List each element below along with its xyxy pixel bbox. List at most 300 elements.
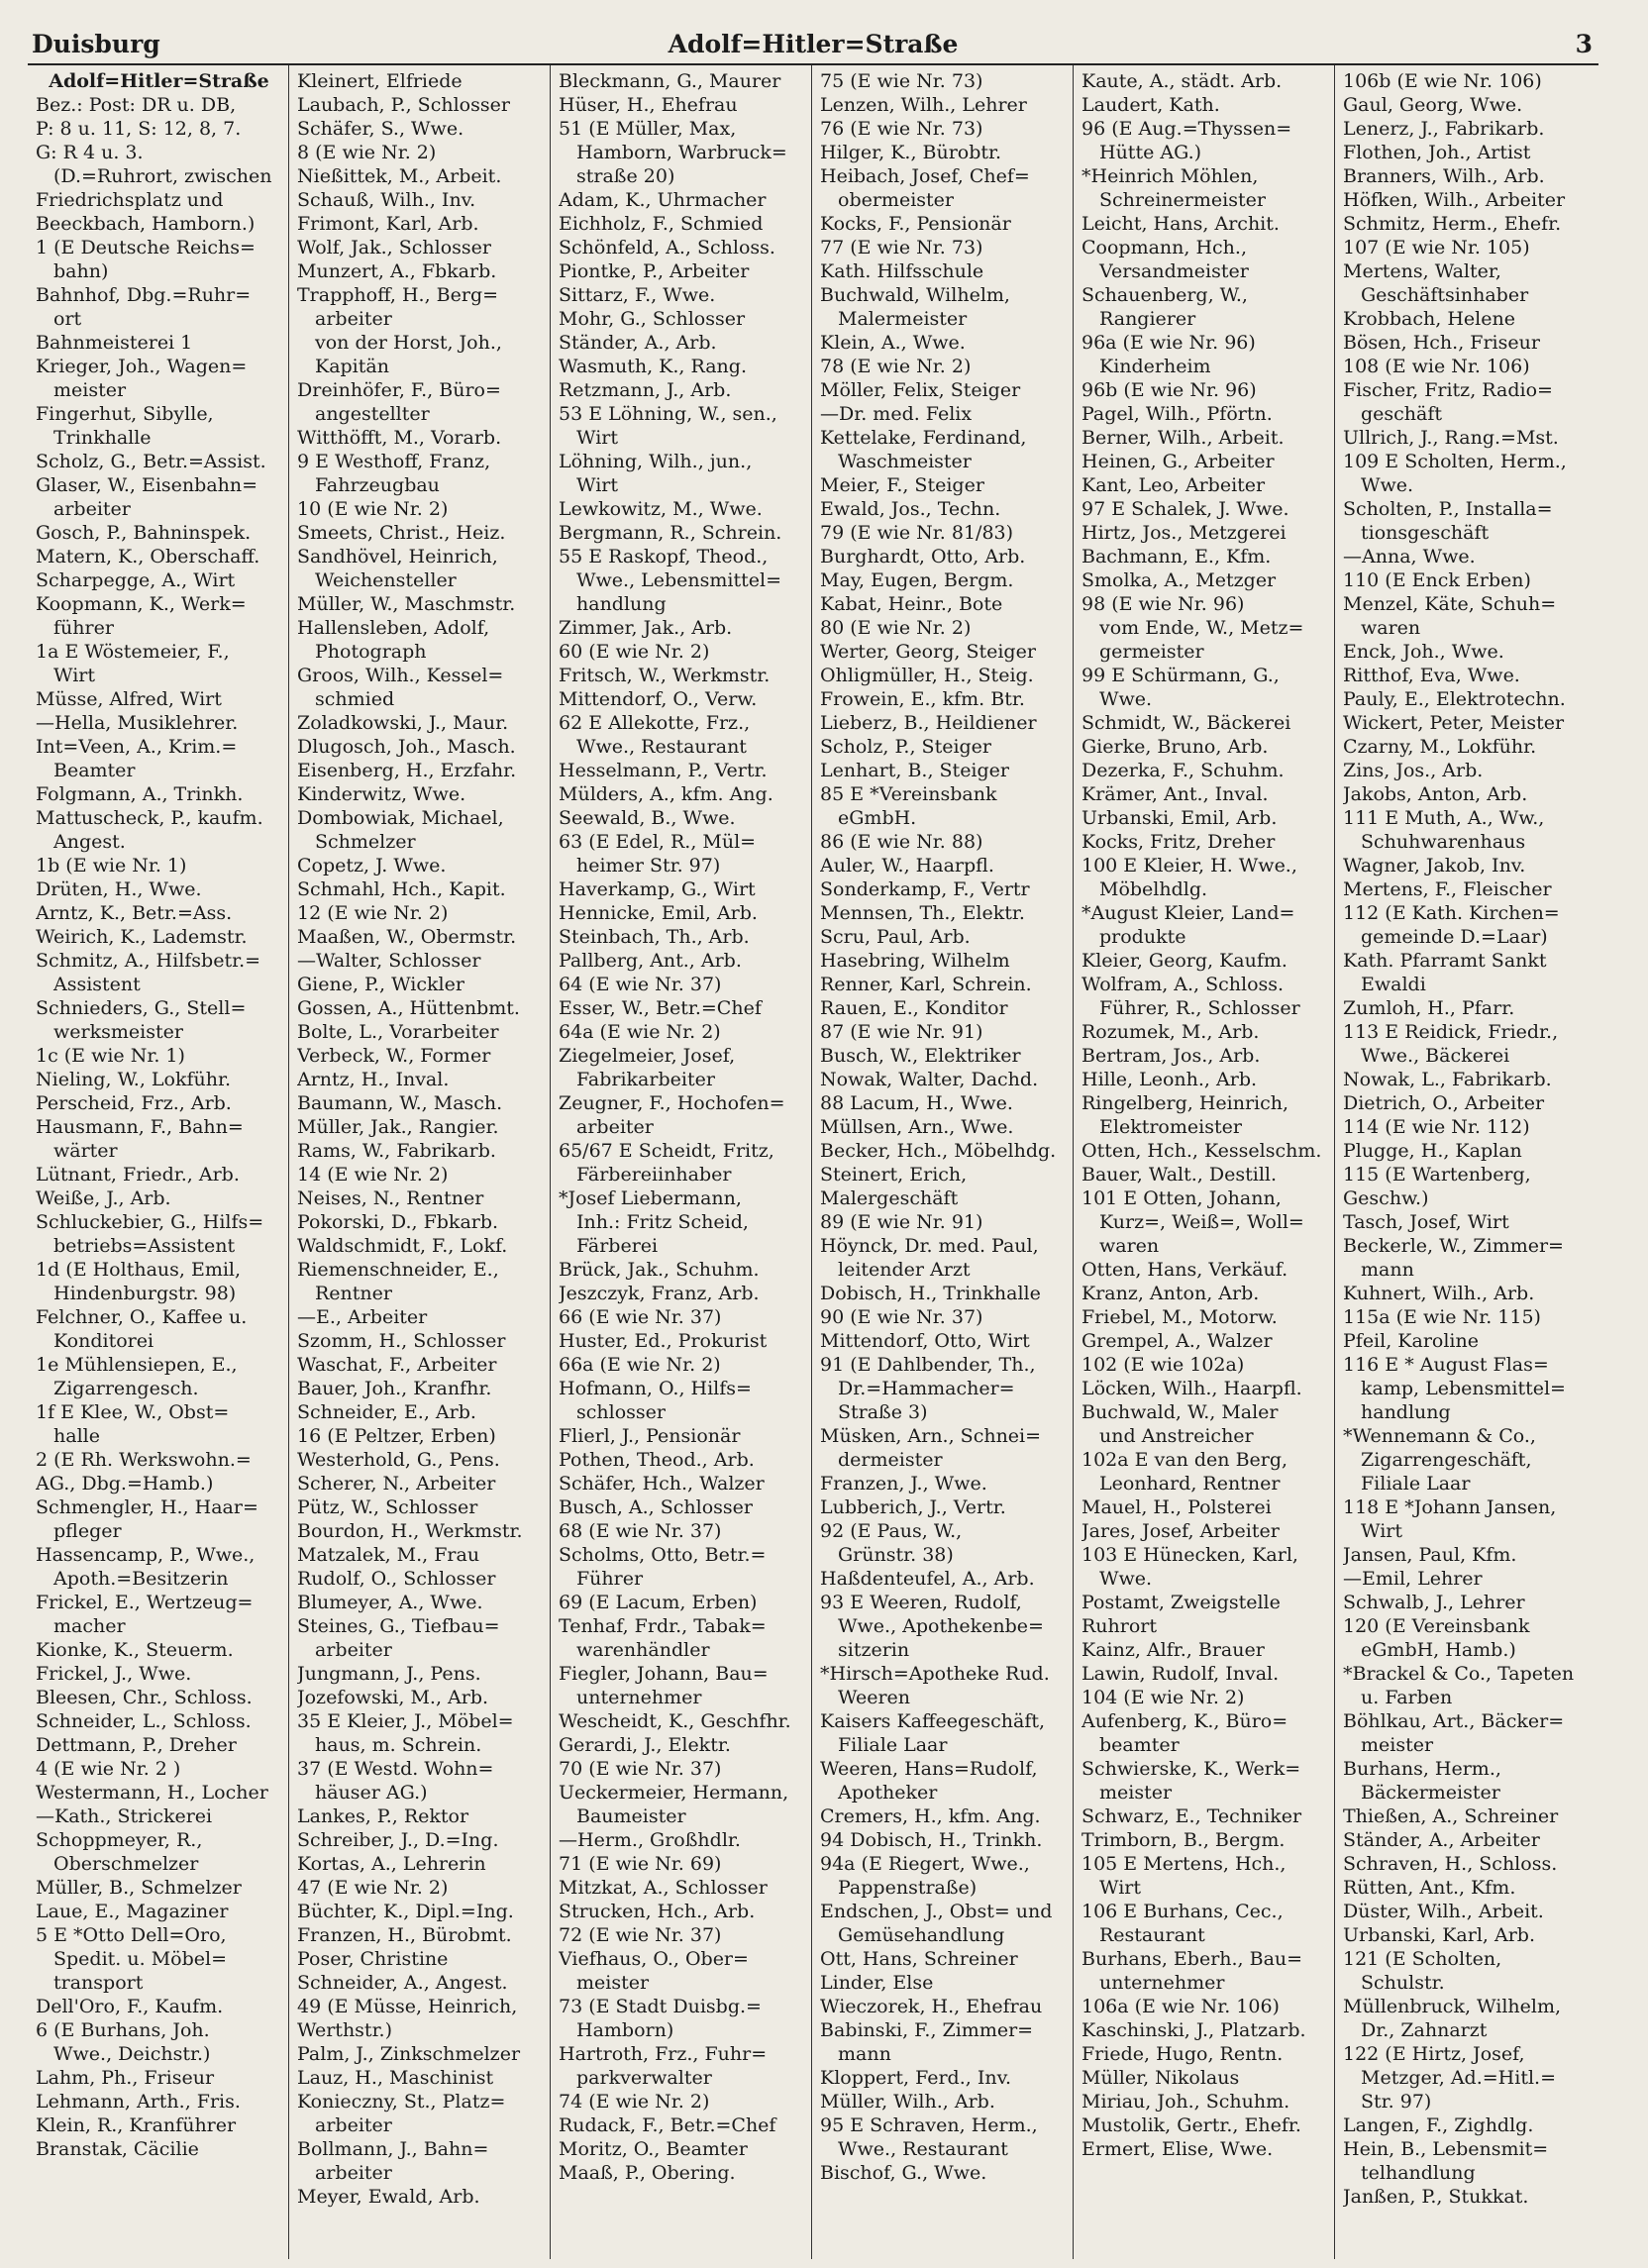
directory-line: waren (1361, 617, 1421, 639)
directory-line: angestellter (315, 403, 430, 425)
directory-line: Burhans, Eberh., Bau= (1082, 1948, 1303, 1970)
directory-line: 63 (E Edel, R., Mül= (559, 831, 757, 853)
directory-line: Kleinert, Elfriede (297, 70, 463, 92)
directory-line: Kapitän (315, 356, 389, 377)
directory-line: Otten, Hans, Verkäuf. (1082, 1259, 1288, 1281)
directory-line: Höfken, Wilh., Arbeiter (1343, 189, 1566, 211)
directory-line: schmied (315, 688, 395, 710)
directory-line: —Kath., Strickerei (36, 1805, 213, 1827)
directory-line: 37 (E Westd. Wohn= (297, 1758, 494, 1780)
directory-line: Tasch, Josef, Wirt (1343, 1211, 1509, 1233)
directory-line: Brück, Jak., Schuhm. (559, 1259, 760, 1281)
directory-line: Färbereiinhaber (576, 1164, 732, 1186)
directory-line: Zeugner, F., Hochofen= (559, 1092, 785, 1114)
directory-line: meister (1361, 1734, 1434, 1756)
directory-line: dermeister (838, 1449, 943, 1471)
directory-line: Beamter (53, 760, 136, 781)
directory-line: Pfeil, Karoline (1343, 1330, 1479, 1352)
directory-line: Mülders, A., kfm. Ang. (559, 783, 773, 805)
directory-line: Straße 3) (838, 1401, 928, 1423)
directory-line: Bauer, Walt., Destill. (1082, 1164, 1278, 1186)
directory-line: Hassencamp, P., Wwe., (36, 1544, 256, 1566)
directory-line: Ziegelmeier, Josef, (559, 1045, 736, 1067)
directory-line: Int=Veen, A., Krim.= (36, 736, 238, 758)
directory-line: Rudack, F., Betr.=Chef (559, 2114, 776, 2136)
directory-line: 60 (E wie Nr. 2) (559, 641, 710, 663)
directory-line: Miriau, Joh., Schuhm. (1082, 2091, 1290, 2113)
directory-line: 97 E Schalek, J. Wwe. (1082, 498, 1289, 520)
directory-line: Gemüsehandlung (838, 1924, 1005, 1946)
directory-line: 86 (E wie Nr. 88) (820, 831, 983, 853)
directory-line: waren (1099, 1235, 1160, 1257)
directory-line: Menzel, Käte, Schuh= (1343, 593, 1557, 615)
directory-line: Pothen, Theod., Arb. (559, 1449, 755, 1471)
column-6 (1335, 65, 1596, 2259)
directory-line: Weirich, K., Lademstr. (36, 926, 248, 948)
directory-line: Tenhaf, Frdr., Tabak= (559, 1615, 767, 1637)
directory-line: Ewald, Jos., Techn. (820, 498, 1001, 520)
directory-line: Inh.: Fritz Scheid, (576, 1211, 749, 1233)
directory-line: Beeckbach, Hamborn.) (36, 213, 256, 235)
directory-line: Steinbach, Th., Arb. (559, 926, 750, 948)
directory-line: arbeiter (315, 1639, 392, 1661)
directory-line: *Wennemann & Co., (1343, 1425, 1536, 1447)
directory-line: eGmbH, Hamb.) (1361, 1639, 1516, 1661)
directory-line: Hausmann, F., Bahn= (36, 1116, 244, 1138)
directory-line: Schulstr. (1361, 1972, 1445, 1994)
directory-line: 12 (E wie Nr. 2) (297, 902, 449, 924)
directory-line: Bez.: Post: DR u. DB, (36, 94, 237, 116)
directory-line: Lewkowitz, M., Wwe. (559, 498, 763, 520)
column-1 (28, 65, 289, 2259)
directory-line: Schauenberg, W., (1082, 284, 1248, 306)
directory-line: ort (53, 308, 82, 330)
directory-line: Müsken, Arn., Schnei= (820, 1425, 1042, 1447)
directory-line: 88 Lacum, H., Wwe. (820, 1092, 1013, 1114)
directory-line: Gossen, A., Hüttenbmt. (297, 997, 520, 1019)
directory-line: Schmelzer (315, 831, 416, 853)
directory-line: handlung (1361, 1401, 1451, 1423)
directory-line: 90 (E wie Nr. 37) (820, 1306, 983, 1328)
directory-line: Dezerka, F., Schuhm. (1082, 760, 1285, 781)
directory-line: Matzalek, M., Frau (297, 1544, 480, 1566)
directory-line: meister (1099, 1782, 1173, 1804)
directory-line: Kaschinski, J., Platzarb. (1082, 2019, 1306, 2041)
directory-line: Kinderheim (1099, 356, 1211, 377)
directory-line: Höynck, Dr. med. Paul, (820, 1235, 1039, 1257)
directory-line: Ständer, A., Arb. (559, 332, 717, 354)
directory-line: Wieczorek, H., Ehefrau (820, 1996, 1043, 2017)
directory-line: Bösen, Hch., Friseur (1343, 332, 1540, 354)
directory-line: *Hirsch=Apotheke Rud. (820, 1663, 1050, 1685)
directory-line: Arntz, H., Inval. (297, 1069, 450, 1090)
directory-line: 62 E Allekotte, Frz., (559, 712, 751, 734)
directory-line: May, Eugen, Bergm. (820, 569, 1014, 591)
directory-line: Ruhrort (1082, 1615, 1158, 1637)
directory-line: haus, m. Schrein. (315, 1734, 482, 1756)
directory-line: Restaurant (1099, 1924, 1205, 1946)
directory-line: Weeren (838, 1687, 911, 1708)
directory-line: Frimont, Karl, Arb. (297, 213, 479, 235)
directory-line: Elektromeister (1099, 1116, 1242, 1138)
directory-line: Enck, Joh., Wwe. (1343, 641, 1504, 663)
directory-line: Piontke, P., Arbeiter (559, 260, 750, 282)
directory-line: Mauel, H., Polsterei (1082, 1496, 1272, 1518)
directory-line: Pagel, Wilh., Pförtn. (1082, 403, 1273, 425)
directory-line: Auler, W., Haarpfl. (820, 855, 994, 876)
directory-line: 51 (E Müller, Max, (559, 118, 737, 140)
directory-line: Linder, Else (820, 1972, 934, 1994)
directory-line: Jozefowski, M., Arb. (297, 1687, 489, 1708)
directory-line: Bergmann, R., Schrein. (559, 522, 782, 544)
directory-line: Rentner (315, 1283, 392, 1304)
directory-line: Schmengler, H., Haar= (36, 1496, 258, 1518)
directory-line: Kleier, Georg, Kaufm. (1082, 950, 1288, 972)
directory-line: Heinen, G., Arbeiter (1082, 451, 1275, 472)
directory-line: Kath. Pfarramt Sankt (1343, 950, 1547, 972)
directory-line: Franzen, J., Wwe. (820, 1473, 987, 1495)
directory-line: 14 (E wie Nr. 2) (297, 1164, 449, 1186)
directory-line: Kabat, Heinr., Bote (820, 593, 1003, 615)
directory-line: Haverkamp, G., Wirt (559, 878, 756, 900)
directory-line: unternehmer (1099, 1972, 1225, 1994)
directory-line: Schraven, H., Schloss. (1343, 1853, 1558, 1875)
directory-line: Pütz, W., Schlosser (297, 1496, 478, 1518)
directory-line: 95 E Schraven, Herm., (820, 2114, 1038, 2136)
directory-line: Babinski, F., Zimmer= (820, 2019, 1034, 2041)
directory-line: Hüser, H., Ehefrau (559, 94, 738, 116)
directory-line: 80 (E wie Nr. 2) (820, 617, 972, 639)
directory-line: Friebel, M., Motorw. (1082, 1306, 1278, 1328)
directory-line: Haßdenteufel, A., Arb. (820, 1568, 1035, 1590)
directory-line: Blumeyer, A., Wwe. (297, 1592, 483, 1613)
directory-line: Führer (576, 1568, 644, 1590)
directory-line: Poser, Christine (297, 1948, 449, 1970)
directory-line: Zigarrengesch. (53, 1378, 199, 1399)
directory-line: Schnieders, G., Stell= (36, 997, 247, 1019)
directory-line: Steinert, Erich, (820, 1164, 968, 1186)
directory-line: Schreinermeister (1099, 189, 1266, 211)
directory-line: Lauz, H., Maschinist (297, 2067, 494, 2089)
directory-line: 1b (E wie Nr. 1) (36, 855, 187, 876)
directory-line: 91 (E Dahlbender, Th., (820, 1354, 1036, 1376)
directory-line: macher (53, 1615, 126, 1637)
column-2 (289, 65, 551, 2259)
directory-line: Pallberg, Ant., Arb. (559, 950, 742, 972)
directory-line: Groos, Wilh., Kessel= (297, 665, 504, 686)
directory-line: Wwe., Restaurant (838, 2138, 1008, 2160)
directory-line: —E., Arbeiter (297, 1306, 428, 1328)
directory-line: Branners, Wilh., Arb. (1343, 165, 1545, 187)
directory-line: 115a (E wie Nr. 115) (1343, 1306, 1541, 1328)
directory-line: Thießen, A., Schreiner (1343, 1805, 1559, 1827)
directory-line: 53 E Löhning, W., sen., (559, 403, 777, 425)
directory-line: Böhlkau, Art., Bäcker= (1343, 1710, 1565, 1732)
directory-columns (28, 65, 1598, 2259)
directory-line: Adam, K., Uhrmacher (559, 189, 767, 211)
directory-line: 96a (E wie Nr. 96) (1082, 332, 1256, 354)
directory-line: 94a (E Riegert, Wwe., (820, 1853, 1030, 1875)
directory-line: Riemenschneider, E., (297, 1259, 499, 1281)
directory-line: 94 Dobisch, H., Trinkh. (820, 1829, 1043, 1851)
directory-line: produkte (1099, 926, 1186, 948)
directory-line: Smeets, Christ., Heiz. (297, 522, 506, 544)
directory-line: Rütten, Ant., Kfm. (1343, 1877, 1516, 1899)
directory-line: Nowak, Walter, Dachd. (820, 1069, 1039, 1090)
directory-line: Hallensleben, Adolf, (297, 617, 490, 639)
directory-line: 107 (E wie Nr. 105) (1343, 237, 1530, 258)
directory-line: 112 (E Kath. Kirchen= (1343, 902, 1560, 924)
directory-line: Busch, A., Schlosser (559, 1496, 753, 1518)
directory-line: 77 (E wie Nr. 73) (820, 237, 983, 258)
directory-line: Baumann, W., Masch. (297, 1092, 503, 1114)
directory-line: Renner, Karl, Schrein. (820, 974, 1032, 995)
directory-line: Wwe., Restaurant (576, 736, 747, 758)
directory-line: Ständer, A., Arbeiter (1343, 1829, 1540, 1851)
directory-line: Ueckermeier, Hermann, (559, 1782, 789, 1804)
directory-line: sitzerin (838, 1639, 910, 1661)
directory-line: Geschw.) (1343, 1187, 1429, 1209)
directory-line: G: R 4 u. 3. (36, 142, 144, 163)
directory-line: transport (53, 1972, 144, 1994)
directory-line: Wolfram, A., Schloss. (1082, 974, 1285, 995)
directory-line: Photograph (315, 641, 427, 663)
directory-line: Kainz, Alfr., Brauer (1082, 1639, 1265, 1661)
directory-line: Geschäftsinhaber (1361, 284, 1529, 306)
directory-line: 99 E Schürmann, G., (1082, 665, 1280, 686)
directory-line: Kaisers Kaffeegeschäft, (820, 1710, 1046, 1732)
directory-line: 69 (E Lacum, Erben) (559, 1592, 758, 1613)
directory-line: arbeiter (315, 2114, 392, 2136)
directory-line: Rudolf, O., Schlosser (297, 1568, 496, 1590)
directory-line: 104 (E wie Nr. 2) (1082, 1687, 1245, 1708)
directory-line: Sonderkamp, F., Vertr (820, 878, 1030, 900)
directory-line: Schauß, Wilh., Inv. (297, 189, 476, 211)
directory-line: Filiale Laar (838, 1734, 948, 1756)
directory-line: Aufenberg, K., Büro= (1082, 1710, 1288, 1732)
directory-line: Gosch, P., Bahninspek. (36, 522, 252, 544)
directory-line: Baumeister (576, 1805, 686, 1827)
directory-line: Wirt (1361, 1520, 1402, 1542)
directory-line: 106 E Burhans, Cec., (1082, 1901, 1284, 1922)
directory-line: Frickel, J., Wwe. (36, 1663, 192, 1685)
directory-line: 1e Mühlensiepen, E., (36, 1354, 238, 1376)
directory-line: Lütnant, Friedr., Arb. (36, 1164, 240, 1186)
directory-line: 106b (E wie Nr. 106) (1343, 70, 1542, 92)
directory-line: Grünstr. 38) (838, 1544, 954, 1566)
directory-line: 64 (E wie Nr. 37) (559, 974, 722, 995)
directory-line: 9 E Westhoff, Franz, (297, 451, 491, 472)
directory-line: Plugge, H., Kaplan (1343, 1140, 1522, 1162)
directory-line: Hein, B., Lebensmit= (1343, 2138, 1549, 2160)
directory-line: Bahnmeisterei 1 (36, 332, 193, 354)
directory-line: Szomm, H., Schlosser (297, 1330, 506, 1352)
directory-line: Mertens, F., Fleischer (1343, 878, 1552, 900)
directory-line: *Heinrich Möhlen, (1082, 165, 1259, 187)
directory-line: Bleesen, Chr., Schloss. (36, 1687, 253, 1708)
directory-line: Wwe., Lebensmittel= (576, 569, 782, 591)
directory-line: mann (838, 2043, 891, 2065)
directory-line: meister (53, 379, 127, 401)
directory-line: Perscheid, Frz., Arb. (36, 1092, 232, 1114)
directory-line: Waldschmidt, F., Lokf. (297, 1235, 508, 1257)
directory-line: Beckerle, W., Zimmer= (1343, 1235, 1564, 1257)
directory-line: Löcken, Wilh., Haarpfl. (1082, 1378, 1302, 1399)
directory-line: Seewald, B., Wwe. (559, 807, 736, 829)
directory-line: Viefhaus, O., Ober= (559, 1948, 749, 1970)
directory-line: Pappenstraße) (838, 1877, 978, 1899)
directory-line: beamter (1099, 1734, 1180, 1756)
directory-line: Pokorski, D., Fbkarb. (297, 1211, 499, 1233)
directory-line: Burhans, Herm., (1343, 1758, 1501, 1780)
directory-line: Giene, P., Wickler (297, 974, 464, 995)
directory-line: 96b (E wie Nr. 96) (1082, 379, 1257, 401)
directory-line: Burghardt, Otto, Arb. (820, 546, 1026, 567)
directory-line: Werthstr.) (297, 2019, 393, 2041)
directory-line: Wescheidt, K., Geschfhr. (559, 1710, 791, 1732)
directory-line: 115 (E Wartenberg, (1343, 1164, 1531, 1186)
directory-line: Färberei (576, 1235, 659, 1257)
directory-line: Kranz, Anton, Arb. (1082, 1283, 1260, 1304)
directory-line: Wwe. (1361, 474, 1414, 496)
directory-line: Möbelhdlg. (1099, 878, 1208, 900)
directory-line: Schwarz, E., Techniker (1082, 1805, 1302, 1827)
directory-line: Dettmann, P., Dreher (36, 1734, 237, 1756)
column-3 (551, 65, 812, 2259)
directory-line: Wolf, Jak., Schlosser (297, 237, 492, 258)
directory-line: Fiegler, Johann, Bau= (559, 1663, 769, 1685)
directory-line: Jansen, Paul, Kfm. (1343, 1544, 1517, 1566)
directory-line: 109 E Scholten, Herm., (1343, 451, 1567, 472)
directory-line: Hesselmann, P., Vertr. (559, 760, 768, 781)
directory-line: Gerardi, J., Elektr. (559, 1734, 731, 1756)
directory-line: Weeren, Hans=Rudolf, (820, 1758, 1038, 1780)
page-number: 3 (1575, 30, 1593, 58)
directory-line: Spedit. u. Möbel= (53, 1948, 227, 1970)
directory-line: 1a E Wöstemeier, F., (36, 641, 230, 663)
directory-line: 120 (E Vereinsbank (1343, 1615, 1530, 1637)
directory-line: Fabrikarbeiter (576, 1069, 715, 1090)
directory-line: Berner, Wilh., Arbeit. (1082, 427, 1285, 449)
directory-line: 89 (E wie Nr. 91) (820, 1211, 983, 1233)
directory-line: Dietrich, O., Arbeiter (1343, 1092, 1545, 1114)
directory-line: Sittarz, F., Wwe. (559, 284, 716, 306)
directory-line: Witthöfft, M., Vorarb. (297, 427, 502, 449)
directory-line: Steines, G., Tiefbau= (297, 1615, 500, 1637)
directory-line: arbeiter (576, 1116, 654, 1138)
directory-line: Laubach, P., Schlosser (297, 94, 510, 116)
directory-line: 101 E Otten, Johann, (1082, 1187, 1282, 1209)
directory-line: Str. 97) (1361, 2091, 1432, 2113)
directory-line: arbeiter (53, 498, 131, 520)
directory-line: 68 (E wie Nr. 37) (559, 1520, 722, 1542)
column-4 (812, 65, 1074, 2259)
directory-line: 114 (E wie Nr. 112) (1343, 1116, 1530, 1138)
directory-line: Möller, Felix, Steiger (820, 379, 1021, 401)
directory-line: Krieger, Joh., Wagen= (36, 356, 248, 377)
directory-line: Ringelberg, Heinrich, (1082, 1092, 1289, 1114)
directory-line: werksmeister (53, 1021, 183, 1043)
directory-line: 78 (E wie Nr. 2) (820, 356, 972, 377)
directory-line: Ermert, Elise, Wwe. (1082, 2138, 1274, 2160)
directory-line: —Herm., Großhdlr. (559, 1829, 741, 1851)
directory-line: Angest. (53, 831, 126, 853)
directory-line: Kuhnert, Wilh., Arb. (1343, 1283, 1535, 1304)
directory-line: Mittendorf, Otto, Wirt (820, 1330, 1030, 1352)
directory-line: Gaul, Georg, Wwe. (1343, 94, 1523, 116)
directory-line: Ewaldi (1361, 974, 1426, 995)
directory-line: Weiße, J., Arb. (36, 1187, 171, 1209)
directory-line: 35 E Kleier, J., Möbel= (297, 1710, 514, 1732)
directory-line: straße 20) (576, 165, 675, 187)
directory-line: 110 (E Enck Erben) (1343, 569, 1531, 591)
directory-line: Eisenberg, H., Erzfahr. (297, 760, 517, 781)
directory-line: Bischof, G., Wwe. (820, 2162, 987, 2184)
header-city: Duisburg (32, 30, 160, 58)
directory-line: 16 (E Peltzer, Erben) (297, 1425, 496, 1447)
directory-line: Schneider, A., Angest. (297, 1972, 508, 1994)
directory-line: Büchter, K., Dipl.=Ing. (297, 1901, 514, 1922)
directory-line: Schneider, L., Schloss. (36, 1710, 252, 1732)
directory-line: Scherer, N., Arbeiter (297, 1473, 496, 1495)
directory-line: Drüten, H., Wwe. (36, 878, 202, 900)
directory-line: gemeinde D.=Laar) (1361, 926, 1548, 948)
directory-line: 106a (E wie Nr. 106) (1082, 1996, 1280, 2017)
directory-line: vom Ende, W., Metz= (1099, 617, 1304, 639)
directory-line: 102a E van den Berg, (1082, 1449, 1288, 1471)
directory-line: Malermeister (838, 308, 968, 330)
directory-line: Fischer, Fritz, Radio= (1343, 379, 1553, 401)
directory-line: Malergeschäft (820, 1187, 959, 1209)
directory-line: Hilger, K., Bürobtr. (820, 142, 1002, 163)
directory-line: —Anna, Wwe. (1343, 546, 1476, 567)
directory-line: mann (1361, 1259, 1414, 1281)
directory-line: Dr., Zahnarzt (1361, 2019, 1488, 2041)
directory-line: Waschmeister (838, 451, 972, 472)
directory-line: Scru, Paul, Arb. (820, 926, 971, 948)
directory-line: Felchner, O., Kaffee u. (36, 1306, 248, 1328)
directory-line: Strucken, Hch., Arb. (559, 1901, 756, 1922)
directory-line: 108 (E wie Nr. 106) (1343, 356, 1530, 377)
directory-line: Kettelake, Ferdinand, (820, 427, 1027, 449)
directory-line: —Hella, Musiklehrer. (36, 712, 239, 734)
directory-line: Apotheker (838, 1782, 938, 1804)
directory-line: Wirt (53, 665, 95, 686)
directory-line: telhandlung (1361, 2162, 1476, 2184)
directory-line: Matern, K., Oberschaff. (36, 546, 260, 567)
directory-line: Schwierske, K., Werk= (1082, 1758, 1301, 1780)
directory-line: Müller, W., Maschmstr. (297, 593, 516, 615)
directory-line: Schluckebier, G., Hilfs= (36, 1211, 264, 1233)
directory-line: handlung (576, 593, 667, 615)
directory-line: 118 E *Johann Jansen, (1343, 1496, 1557, 1518)
directory-line: 66 (E wie Nr. 37) (559, 1306, 722, 1328)
directory-line: häuser AG.) (315, 1782, 428, 1804)
directory-line: 103 E Hünecken, Karl, (1082, 1544, 1298, 1566)
directory-line: Meyer, Ewald, Arb. (297, 2186, 480, 2208)
directory-line: Urbanski, Emil, Arb. (1082, 807, 1278, 829)
directory-line: Schmahl, Hch., Kapit. (297, 878, 506, 900)
directory-line: 70 (E wie Nr. 37) (559, 1758, 722, 1780)
directory-line: Kant, Leo, Arbeiter (1082, 474, 1266, 496)
directory-line: Bollmann, J., Bahn= (297, 2138, 489, 2160)
directory-line: Pauly, E., Elektrotechn. (1343, 688, 1566, 710)
directory-line: Sandhövel, Heinrich, (297, 546, 498, 567)
directory-line: Konditorei (53, 1330, 154, 1352)
directory-line: Führer, R., Schlosser (1099, 997, 1300, 1019)
directory-line: 76 (E wie Nr. 73) (820, 118, 983, 140)
directory-line: Müllsen, Arn., Wwe. (820, 1116, 1014, 1138)
